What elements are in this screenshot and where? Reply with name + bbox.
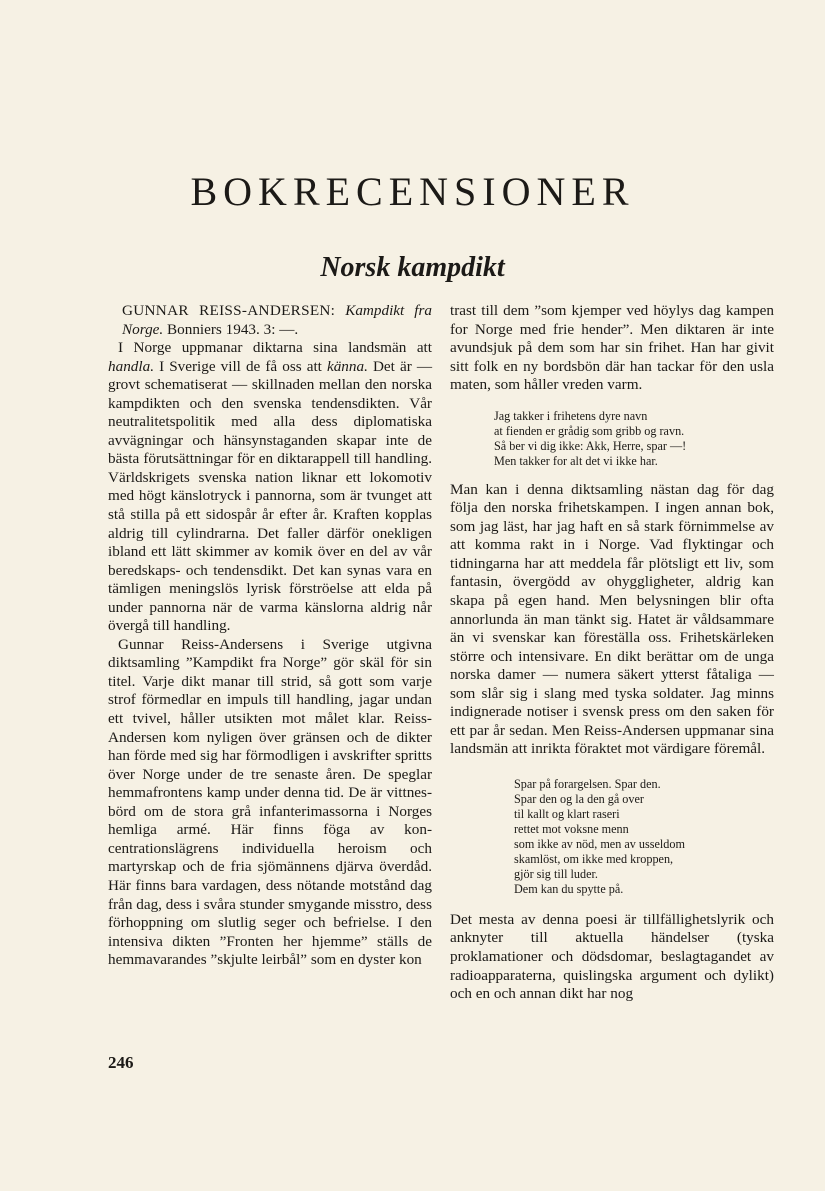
review-book-title: Kampdikt fra Norge. bbox=[122, 302, 432, 338]
poem-line: Jag takker i frihetens dyre navn bbox=[494, 408, 648, 423]
poem-line: gjör sig till luder. bbox=[514, 866, 598, 881]
article-title: Norsk kampdikt bbox=[320, 252, 505, 283]
poem-line: Dem kan du spytte på. bbox=[514, 881, 624, 896]
left-paragraph-1 bbox=[108, 339, 432, 636]
page-number: 246 bbox=[108, 1053, 134, 1072]
review-publisher-info: Bonniers 1943. 3: —. bbox=[167, 320, 299, 338]
left-p1-text-c: Det är — grovt schematiserat — skillnaden mellan den norska kampdikten och den svenska tendensdikten. Vår neutralitetspolitik med alla dess diplomatiska avvägningar och hänsynstaganden skapar inte de bästa förutsättningar för en diktarappell till handling. Världskrigets svenska nation liknar ett lokomotiv med högt känslotryck i pannorna, som är tvunget att stå stilla på ett sidospår år efter år. Kraften kopplas aldrig till cylindrarna. Det faller därför onekligen ibland ett lätt skimmer av komik över en del av vår beredskaps- och tendensdikt. Det kan synas vara en tämligen meningslös lyrisk förströelse att elda på under pannorna när de varma känslorna aldrig når övergå till handling. bbox=[108, 357, 433, 635]
left-p1-text-b: I Sverige vill de få oss att bbox=[154, 357, 327, 375]
left-p1-emphasis-handla: handla. bbox=[108, 357, 154, 375]
poem-line: Spar på forargelsen. Spar den. bbox=[514, 776, 661, 791]
poem-line: til kallt og klart raseri bbox=[514, 806, 620, 821]
poem-quote-2 bbox=[450, 777, 774, 897]
poem-quote-1 bbox=[450, 409, 774, 469]
poem-line: rettet mot voksne menn bbox=[514, 821, 629, 836]
poem-line: at fienden er grådig som gribb og ravn. bbox=[494, 423, 685, 438]
review-author: GUNNAR REISS-ANDERSEN: bbox=[122, 302, 336, 319]
poem-line: Men takker for alt det vi ikke har. bbox=[494, 453, 658, 468]
left-p1-text-a: I Norge uppmanar diktarna sina landsmän att bbox=[118, 339, 432, 357]
right-paragraph-1: trast till dem ”som kjemper ved höylys dag kampen for Norge med frie hender”. Men diktaren är inte avundsjuk på dem som har sin frihet. Han har givit sitt folk en ny bordsbön där han tackar för den usla maten, som håller vreden varm. bbox=[450, 302, 774, 394]
right-paragraph-2: Man kan i denna diktsamling nästan dag för dag följa den norska frihetskampen. I ingen annan bok, som jag läst, har jag haft en så stark förnimmelse av att komma rakt in i Norge. Vad flyktingar och tidningarna har att meddela får plötsligt ett liv, som fantasin, övergödd av ohyggligheter, aldrig kan skapa på egen hand. Men belysningen blir ofta annorlunda än man tänkt sig. Hatet är våldsammare än vi svenskar kan föreställa oss. Frihetskärleken större och intensivare. En dikt berättar om de unga norska damer — numera säkert ytterst fåtaliga — som slår sig i slang med tyska soldater. Jag minns indignerade notiser i svensk press om den saken för ett par år sedan. Men Reiss-Andersen uppmanar sina landsmän att inrikta föraktet mot värdigare föremål. bbox=[450, 480, 774, 758]
poem-line: Spar den og la den gå over bbox=[514, 791, 644, 806]
left-column bbox=[108, 302, 432, 970]
right-paragraph-3: Det mesta av denna poesi är tillfällighetslyrik och anknyter till aktuella händelser (tyska proklamationer och dödsdomar, beslagtagandet av radioapparaterna, quislingska argument och dylikt) och en och annan dikt har nog bbox=[450, 910, 774, 1003]
right-column bbox=[450, 302, 774, 1004]
left-paragraph-2: Gunnar Reiss-Andersens i Sverige utgivna diktsamling ”Kampdikt fra Norge” gör skäl för sin titel. Varje dikt manar till strid, så gott som varje strof förmedlar en impuls till handling, jagar undan ett tvivel, håller utsikten mot målet klar. Reiss-Andersen kom nyligen över gränsen och de dikter han förde med sig har förmodligen i avskrifter spritts över Norge under de tre senaste åren. De speglar hemmafrontens kamp under denna tid. De är vittnesbörd om de stora grå infanterimassorna i Norges hemliga armé. Här finns föga av koncentrationslägrens individuella heroism och martyrskap och de fria sjömännens djärva överdåd. Här finns bara vardagen, dess nötande motstånd dag från dag, dess i svåra stunder smygande misstro, dess förhoppning om slutlig seger och befrielse. I den intensiva dikten ”Fronten her hjemme” ställs de hemmavarandes ”skjulte leirbål” som en dyster kon bbox=[108, 635, 432, 969]
review-heading bbox=[108, 302, 432, 339]
poem-line: som ikke av nöd, men av usseldom bbox=[514, 836, 685, 851]
poem-line: Så ber vi dig ikke: Akk, Herre, spar —! bbox=[494, 438, 687, 453]
poem-line: skamlöst, om ikke med kroppen, bbox=[514, 851, 674, 866]
section-title: BOKRECENSIONER bbox=[190, 169, 635, 214]
left-p1-emphasis-kanna: känna. bbox=[326, 357, 368, 375]
